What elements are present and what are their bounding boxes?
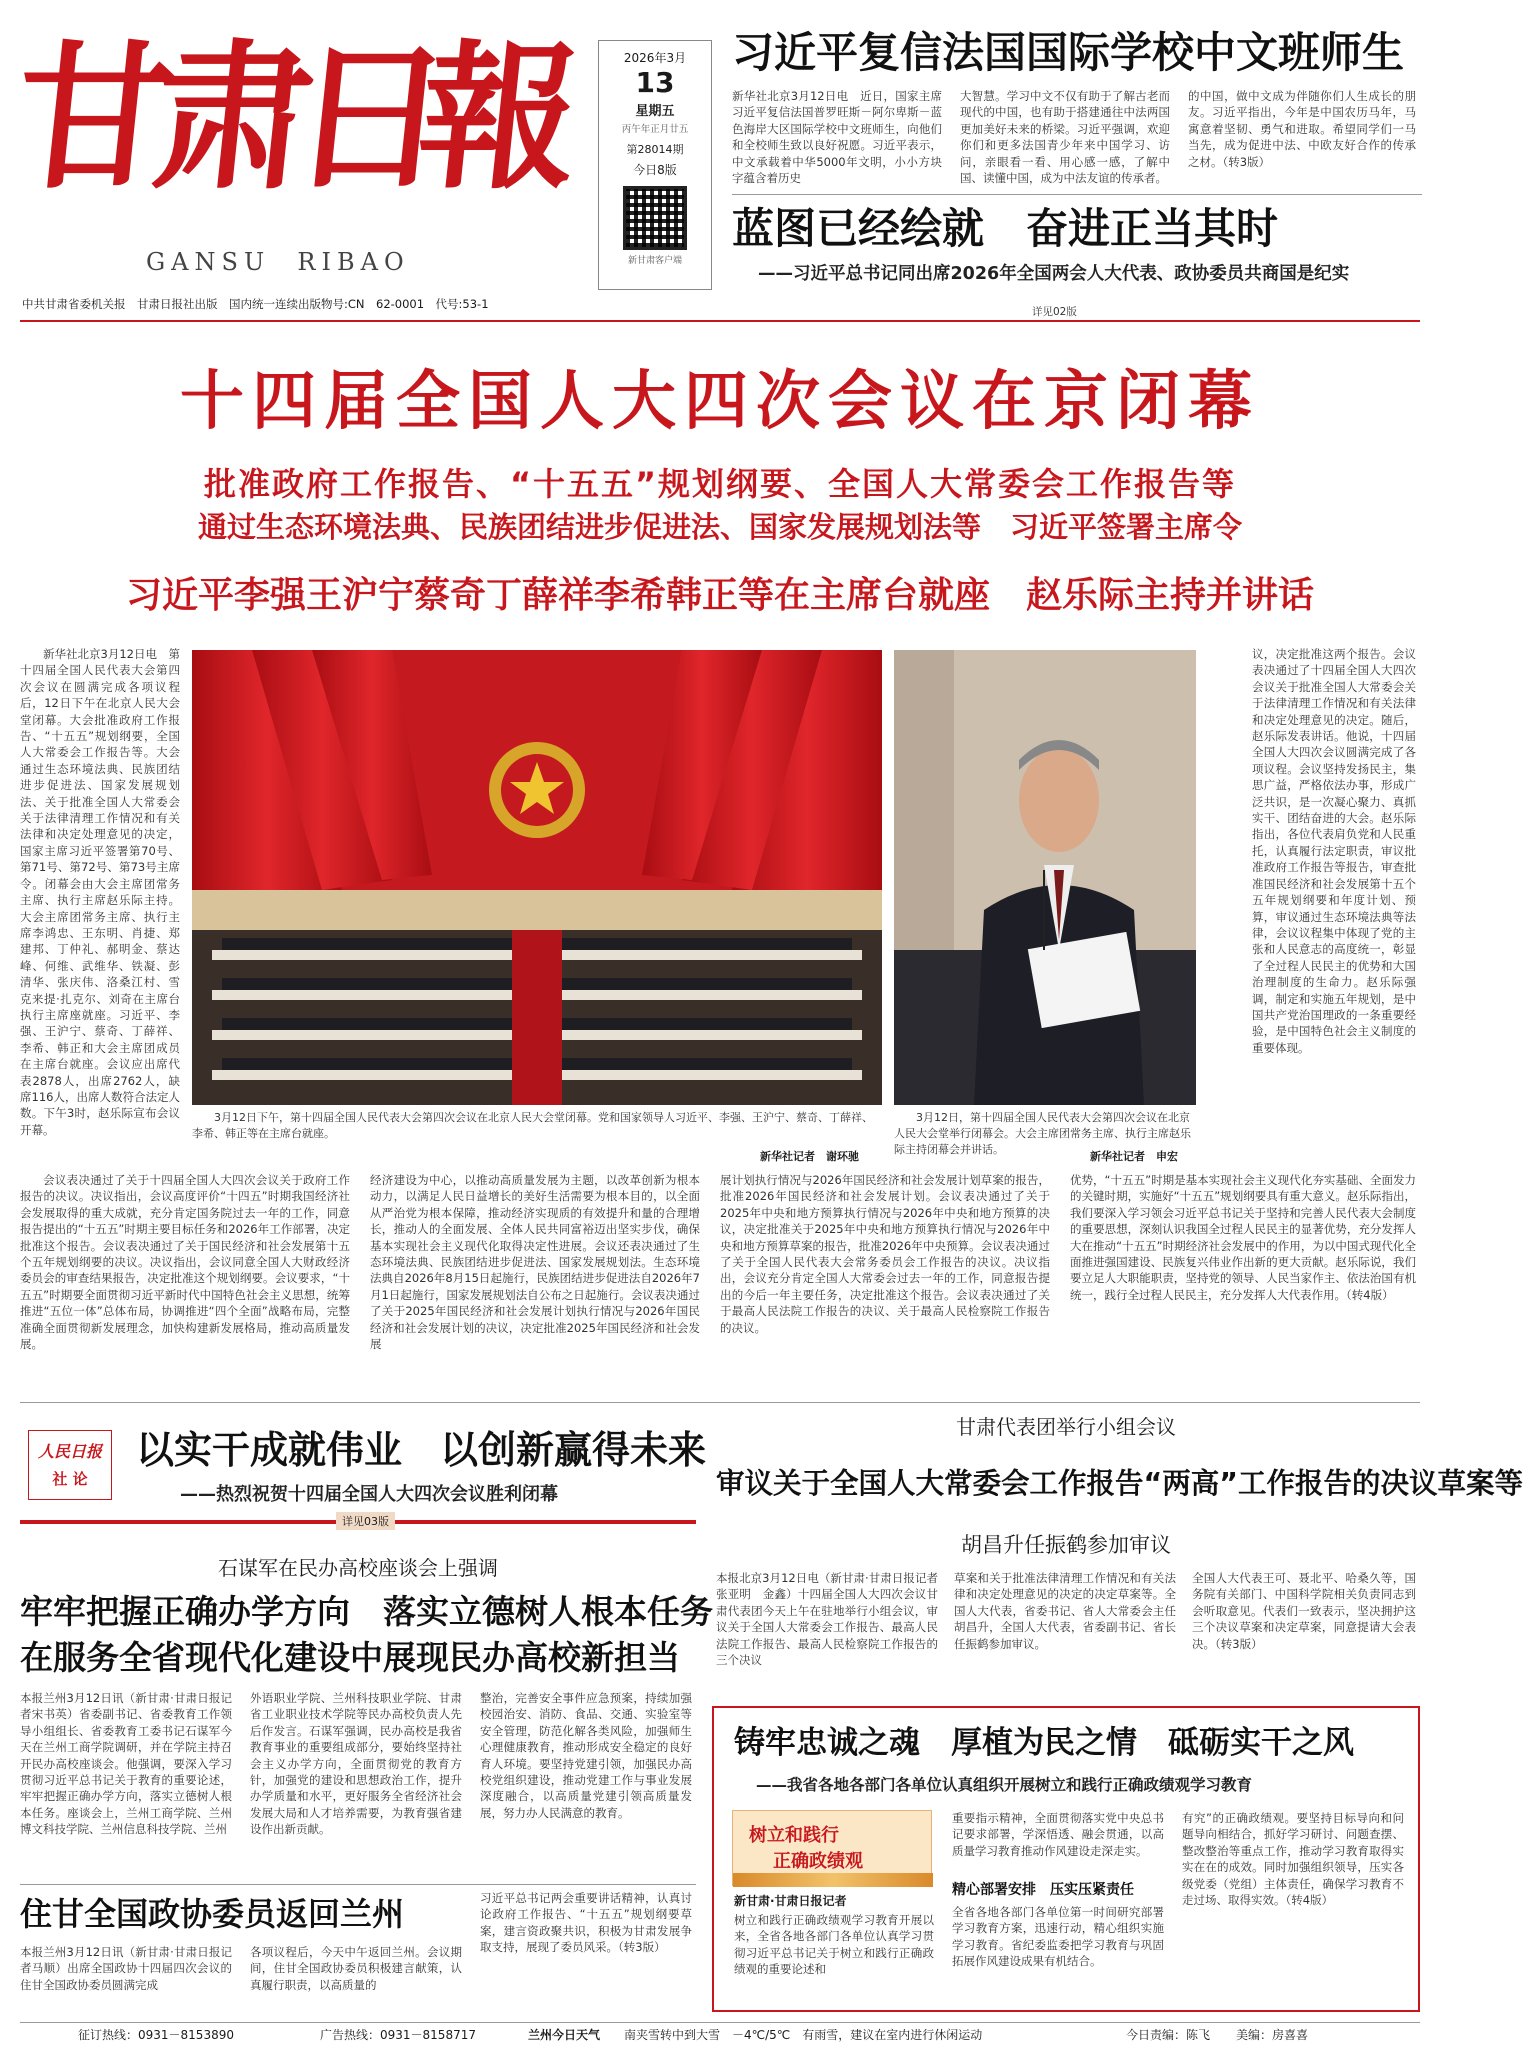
masthead: [0, 0, 700, 330]
lead-subhead-3: 习近平李强王沪宁蔡奇丁薛祥李希韩正等在主席台就座 赵乐际主持并讲话: [125, 575, 1314, 616]
logo-char: 日: [282, 26, 460, 211]
badge-text: 正确政绩观: [773, 1851, 863, 1872]
see-page-note: 详见03版: [336, 1512, 395, 1530]
logo-label: 社 论: [52, 1470, 88, 1488]
article-column: 草案和关于批准法律清理工作情况和有关法律和决定处理意见的决定的决定草案等。全国人大代表，省委书记、省人大常委会主任胡昌升，全国人大代表，省委副书记、省长任振鹤参加审议。: [954, 1571, 1176, 1651]
article-column: 新华社北京3月12日电 近日，国家主席习近平复信法国普罗旺斯－阿尔卑斯－蓝色海岸大区国际学校中文班师生，向他们和全校师生致以良好祝愿。习近平表示，中文承载着中华5000年文明，小小方块字蕴含着历史: [732, 89, 942, 186]
article-column: 本报兰州3月12日讯（新甘肃·甘肃日报记者马顺）出席全国政协十四届四次会议的住甘全国政协委员圆满完成: [20, 1945, 232, 1992]
photo-caption: 3月12日下午，第十四届全国人民代表大会第四次会议在北京人民大会堂闭幕。党和国家领导人习近平、李强、王沪宁、蔡奇、丁薛祥、李希、韩正等在主席台就座。: [192, 1111, 873, 1140]
photo-credit: 新华社记者 申宏: [1090, 1150, 1178, 1163]
footer-subscription: 征订热线：0931－8153890: [78, 2028, 234, 2042]
headline-blueprint: 蓝图已经绘就 奋进正当其时: [732, 204, 1279, 253]
plenary-hall-illustration: [192, 650, 882, 1105]
logo-char: 肃: [144, 26, 322, 211]
logo-roman: GANSU RIBAO: [146, 248, 410, 276]
photo-plenary-hall: [192, 650, 882, 1105]
boxed-subhead: ——我省各地各部门各单位认真组织开展树立和践行正确政绩观学习教育: [756, 1776, 1253, 1794]
article-column: 各项议程后，今天中午返回兰州。会议期间，住甘全国政协委员积极建言献策，认真履行职责，以高质量的: [250, 1945, 462, 1992]
footer-editor: 今日责编：陈飞: [1126, 2028, 1211, 2042]
date-year-month: 2026年3月: [623, 51, 687, 65]
article-column: 的中国，做中文成为伴随你们人生成长的朋友。习近平指出，今年是中国农历马年，马寓意着坚韧、勇气和进取。希望同学们一马当先，成为促进中法、中欧友好合作的传承之材。（转3版）: [1188, 89, 1416, 169]
editorial-subhead: ——热烈祝贺十四届全国人大四次会议胜利闭幕: [180, 1484, 558, 1505]
group-meeting-headline: 审议关于全国人大常委会工作报告“两高”工作报告的决议草案等: [716, 1467, 1523, 1500]
article-column: 树立和践行正确政绩观学习教育开展以来，全省各地各部门各单位认真学习贯彻习近平总书记关于树立和践行正确政绩观的重要论述和: [734, 1913, 934, 1977]
article-column: 整治，完善安全事件应急预案，持续加强校园治安、消防、食品、交通、实验室等安全管理，防范化解各类风险，加强师生心理健康教育，推动形成安全稳定的良好育人环境。要坚持党建引领，加强民办高校党组织建设，推动党建工作与事业发展深度融合，以高质量党建引领高质量发展，努力办人民满意的教育。: [480, 1691, 692, 1820]
lead-left-column: 新华社北京3月12日电 第十四届全国人民代表大会第四次会议在圆满完成各项议程后，12日下午在北京人民大会堂闭幕。大会批准政府工作报告、“十五五”规划纲要，全国人大常委会工作报告等。大会通过生态环境法典、民族团结进步促进法、国家发展规划法、关于批准全国人大常委会关于法律清理工作情况和有关法律和决定处理意见的决定，国家主席习近平签署第70号、第71号、第72号、第73号主席令。闭幕会由大会主席团常务主席、执行主席赵乐际主持。大会主席团常务主席、执行主席李鸿忠、王东明、肖捷、郑建邦、丁仲礼、郝明金、蔡达峰、何维、武维华、铁凝、彭清华、张庆伟、洛桑江村、雪克来提·扎克尔、刘奇在主席台执行主席座就座。习近平、李强、王沪宁、蔡奇、丁薛祥、李希、韩正和大会主席团成员在主席台就座。会议应出席代表2878人，出席2762人，缺席116人，出席人数符合法定人数。下午3时，赵乐际宣布会议开幕。: [20, 647, 180, 1137]
divider: [20, 1884, 696, 1885]
lead-bottom-column: 优势，“十五五”时期是基本实现社会主义现代化夯实基础、全面发力的关键时期，实施好“十五五”规划纲要具有重大意义。赵乐际指出，我们要深入学习领会习近平总书记关于坚持和完善人民代表大会制度的重要思想，深刻认识我国全过程人民民主的显著优势，充分发挥人大在推动“十五五”时期经济社会发展中的作用，为以中国式现代化全面推进强国建设、民族复兴伟业作出新的更大贡献。赵乐际说，我们要立足人大职能职责，坚持党的领导、人民当家作主、依法治国有机统一，践行全过程人民民主，充分发挥人大代表作用。（转4版）: [1070, 1173, 1416, 1302]
private-univ-kicker: 石谋军在民办高校座谈会上强调: [218, 1556, 498, 1580]
boxed-col-subhead: 精心部署安排 压实压紧责任: [952, 1882, 1134, 1898]
issue-number: 第28014期: [626, 143, 684, 156]
article-column: 本报兰州3月12日讯（新甘肃·甘肃日报记者宋书英）省委副书记、省委教育工作领导小组组长、省委教育工委书记石谋军今天在兰州工商学院调研，并在学院主持召开民办高校座谈会。他强调，要深入学习贯彻习近平总书记关于教育的重要论述，牢牢把握正确办学方向，落实立德树人根本任务。座谈会上，兰州工商学院、兰州博文科技学院、兰州信息科技学院、兰州: [20, 1691, 232, 1837]
lead-headline: 十四届全国人大四次会议在京闭幕: [180, 365, 1260, 439]
editorial-headline: 以实干成就伟业 以创新赢得未来: [136, 1428, 707, 1472]
footer-designer: 美编：房喜喜: [1236, 2028, 1309, 2042]
badge-text: 树立和践行: [749, 1825, 839, 1846]
peoples-daily-logo: [28, 1430, 112, 1500]
article-column: 重要指示精神，全面贯彻落实党中央总书记要求部署，学深悟透、融会贯通，以高质量学习教育推动作风建设走深走实。: [952, 1811, 1164, 1858]
divider: [732, 194, 1422, 195]
lead-bottom-column: 会议表决通过了关于十四届全国人大四次会议关于政府工作报告的决议。决议指出，会议高度评价“十四五”时期我国经济社会发展取得的重大成就，充分肯定国务院过去一年的工作，同意报告提出的“十五五”时期主要目标任务和2026年工作部署，决定批准这个报告。会议表决通过了关于国民经济和社会发展第十五个五年规划纲要的决议。决议指出，会议同意全国人大财政经济委员会的审查结果报告，决定批准这个规划纲要。会议要求，“十五五”时期要全面贯彻习近平新时代中国特色社会主义思想，统筹推进“五位一体”总体布局，协调推进“四个全面”战略布局，完整准确全面贯彻新发展理念，加快构建新发展格局，推动高质量发展。: [20, 1173, 350, 1352]
lead-subhead-1: 批准政府工作报告、“十五五”规划纲要、全国人大常委会工作报告等: [203, 465, 1237, 503]
article-column: 全国人大代表王可、聂北平、哈桑久等，国务院有关部门、中国科学院相关负责同志到会听取意见。代表们一致表示，坚决拥护这三个决议草案和决定草案，同意提请大会表决。（转3版）: [1192, 1571, 1416, 1651]
editorial-box: [20, 1412, 707, 1540]
masthead-info-line: 中共甘肃省委机关报 甘肃日报社出版 国内统一连续出版物号:CN 62-0001 代号:53-1: [22, 297, 489, 311]
footer-weather: 南夹雪转中到大雪 －4℃/5℃ 有雨雪，建议在室内进行休闲运动: [624, 2028, 983, 2042]
article-column: 本报北京3月12日电（新甘肃·甘肃日报记者张亚明 金鑫）十四届全国人大四次会议甘肃代表团今天上午在驻地举行小组会议，审议关于全国人大常委会工作报告、最高人民法院工作报告、最高人民检察院工作报告的三个决议: [716, 1571, 938, 1668]
date-lunar: 丙午年正月廿五: [621, 124, 689, 135]
qr-caption: 新甘肃客户端: [627, 256, 682, 266]
private-univ-headline-2: 在服务全省现代化建设中展现民办高校新担当: [20, 1638, 680, 1677]
lead-subhead-2: 通过生态环境法典、民族团结进步促进法、国家发展规划法等 习近平签署主席令: [197, 510, 1242, 544]
group-meeting-kicker: 甘肃代表团举行小组会议: [956, 1415, 1176, 1439]
footer-weather-label: 兰州今日天气: [528, 2028, 601, 2042]
badge-decoration: [733, 1873, 933, 1887]
logo-char: 報: [410, 26, 588, 211]
article-column: 有究”的正确政绩观。要坚持目标导向和问题导向相结合，抓好学习研讨、问题查摆、整改整治等重点工作，推动学习教育取得实实在在的成效。同时加强组织领导，压实各级党委（党组）主体责任，确保学习教育不走过场、取得实效。（转4版）: [1182, 1811, 1404, 1908]
article-column: 全省各地各部门各单位第一时间研究部署学习教育方案，迅速行动，精心组织实施学习教育。省纪委监委把学习教育与巩固拓展作风建设成果有机结合。: [952, 1905, 1164, 1969]
photo-caption: 3月12日，第十四届全国人民代表大会第四次会议在北京人民大会堂举行闭幕会。大会主席团常务主席、执行主席赵乐际主持闭幕会并讲话。: [894, 1111, 1191, 1156]
article-column: 大智慧。学习中文不仅有助于了解古老而现代的中国，也有助于搭建通往中法两国更加美好未来的桥梁。习近平强调，欢迎你们和更多法国青少年来中国学习、访问，亲眼看一看、用心感一感，了解中国、读懂中国，成为中法友谊的传承者。: [960, 89, 1170, 186]
logo-text: 人民日报: [37, 1442, 102, 1461]
newspaper-logo: [6, 26, 588, 220]
footer-bar: [20, 2022, 1420, 2046]
masthead-rule: [20, 320, 1420, 322]
date-weekday: 星期五: [635, 104, 675, 119]
photo-credit: 新华社记者 谢环驰: [760, 1150, 859, 1163]
logo-char: 甘: [6, 26, 184, 211]
lead-right-column: 议，决定批准这两个报告。会议表决通过了十四届全国人大四次会议关于批准全国人大常委会关于法律清理工作情况和有关法律和决定处理意见的决定。随后，赵乐际发表讲话。他说，十四届全国人大四次会议圆满完成了各项议程。会议坚持发扬民主，集思广益，严格依法办事，形成广泛共识，是一次凝心聚力、真抓实干、团结奋进的大会。赵乐际指出，各位代表肩负党和人民重托，认真履行法定职责，审议批准政府工作报告等报告，审查批准国民经济和社会发展第十五个五年规划纲要和年度计划、预算，审议通过生态环境法典等法律，会议议程集中体现了党的主张和人民意志的高度统一，彰显了全过程人民民主的优势和大国治理制度的生命力。赵乐际强调，制定和实施五年规划，是中国共产党治国理政的一条重要经验，是中国特色社会主义制度的重要体现。: [1252, 647, 1416, 1055]
campaign-badge: [732, 1810, 932, 1886]
boxed-story: [712, 1706, 1420, 2012]
page-count: 今日8版: [633, 163, 677, 177]
date-day: 13: [635, 66, 675, 99]
subhead-blueprint: ——习近平总书记同出席2026年全国两会人大代表、政协委员共商国是纪实: [758, 264, 1350, 284]
date-box: [598, 40, 712, 290]
footer-ad-line: 广告热线：0931－8158717: [320, 2028, 476, 2042]
article-column: 外语职业学院、兰州科技职业学院、甘肃省工业职业技术学院等民办高校负责人先后作发言。石谋军强调，民办高校是我省教育事业的重要组成部分，要始终坚持社会主义办学方向，全面贯彻党的教育方针，加强党的建设和思想政治工作，提升办学质量和水平，更好服务全省经济社会发展大局和人才培养需要，为教育强省建设作出新贡献。: [250, 1691, 462, 1837]
article-column: 习近平总书记两会重要讲话精神，认真讨论政府工作报告、“十五五”规划纲要草案，建言资政聚共识，积极为甘肃发展争取支持，展现了委员风采。（转3版）: [480, 1891, 692, 1955]
qr-code-icon: [623, 186, 687, 250]
boxed-byline: 新甘肃·甘肃日报记者: [734, 1894, 847, 1908]
see-page-note: 详见02版: [1032, 306, 1077, 318]
photo-speaker: [894, 650, 1196, 1105]
speaker-illustration: [894, 650, 1196, 1105]
boxed-headline: 铸牢忠诚之魂 厚植为民之情 砥砺实干之风: [734, 1725, 1354, 1761]
group-meeting-subhead: 胡昌升任振鹤参加审议: [961, 1533, 1171, 1557]
cppcc-headline: 住甘全国政协委员返回兰州: [20, 1895, 405, 1933]
lead-bottom-column: 展计划执行情况与2026年国民经济和社会发展计划草案的报告，批准2026年国民经济和社会发展计划。会议表决通过了关于2025年中央和地方预算执行情况与2026年中央和地方预算的决议，决定批准关于2025年中央和地方预算执行情况与2026年中央和地方预算草案的报告，批准2026年中央预算。会议表决通过了关于全国人民代表大会常务委员会工作报告的决议。决议指出，会议充分肯定全国人大常委会过去一年的工作，同意报告提出的今后一年主要任务，决定批准这个报告。会议表决通过了关于最高人民法院工作报告的决议、关于最高人民检察院工作报告的决议。: [720, 1173, 1050, 1335]
divider: [20, 1402, 1420, 1403]
lead-bottom-column: 经济建设为中心，以推动高质量发展为主题，以改革创新为根本动力，以满足人民日益增长的美好生活需要为根本目的，以全面从严治党为根本保障，推动经济实现质的有效提升和量的合理增长，推动人的全面发展、全体人民共同富裕迈出坚实步伐，确保基本实现社会主义现代化取得决定性进展。会议还表决通过了生态环境法典、民族团结进步促进法、国家发展规划法。生态环境法典自2026年8月15日起施行，民族团结进步促进法自2026年7月1日起施行，国家发展规划法自公布之日起施行。会议表决通过了关于2025年国民经济和社会发展计划执行情况与2026年国民经济和社会发展计划的决议，决定批准2025年国民经济和社会发展: [370, 1173, 700, 1352]
private-univ-headline-1: 牢牢把握正确办学方向 落实立德树人根本任务: [20, 1592, 713, 1631]
headline-reply-letter: 习近平复信法国国际学校中文班师生: [732, 28, 1405, 77]
